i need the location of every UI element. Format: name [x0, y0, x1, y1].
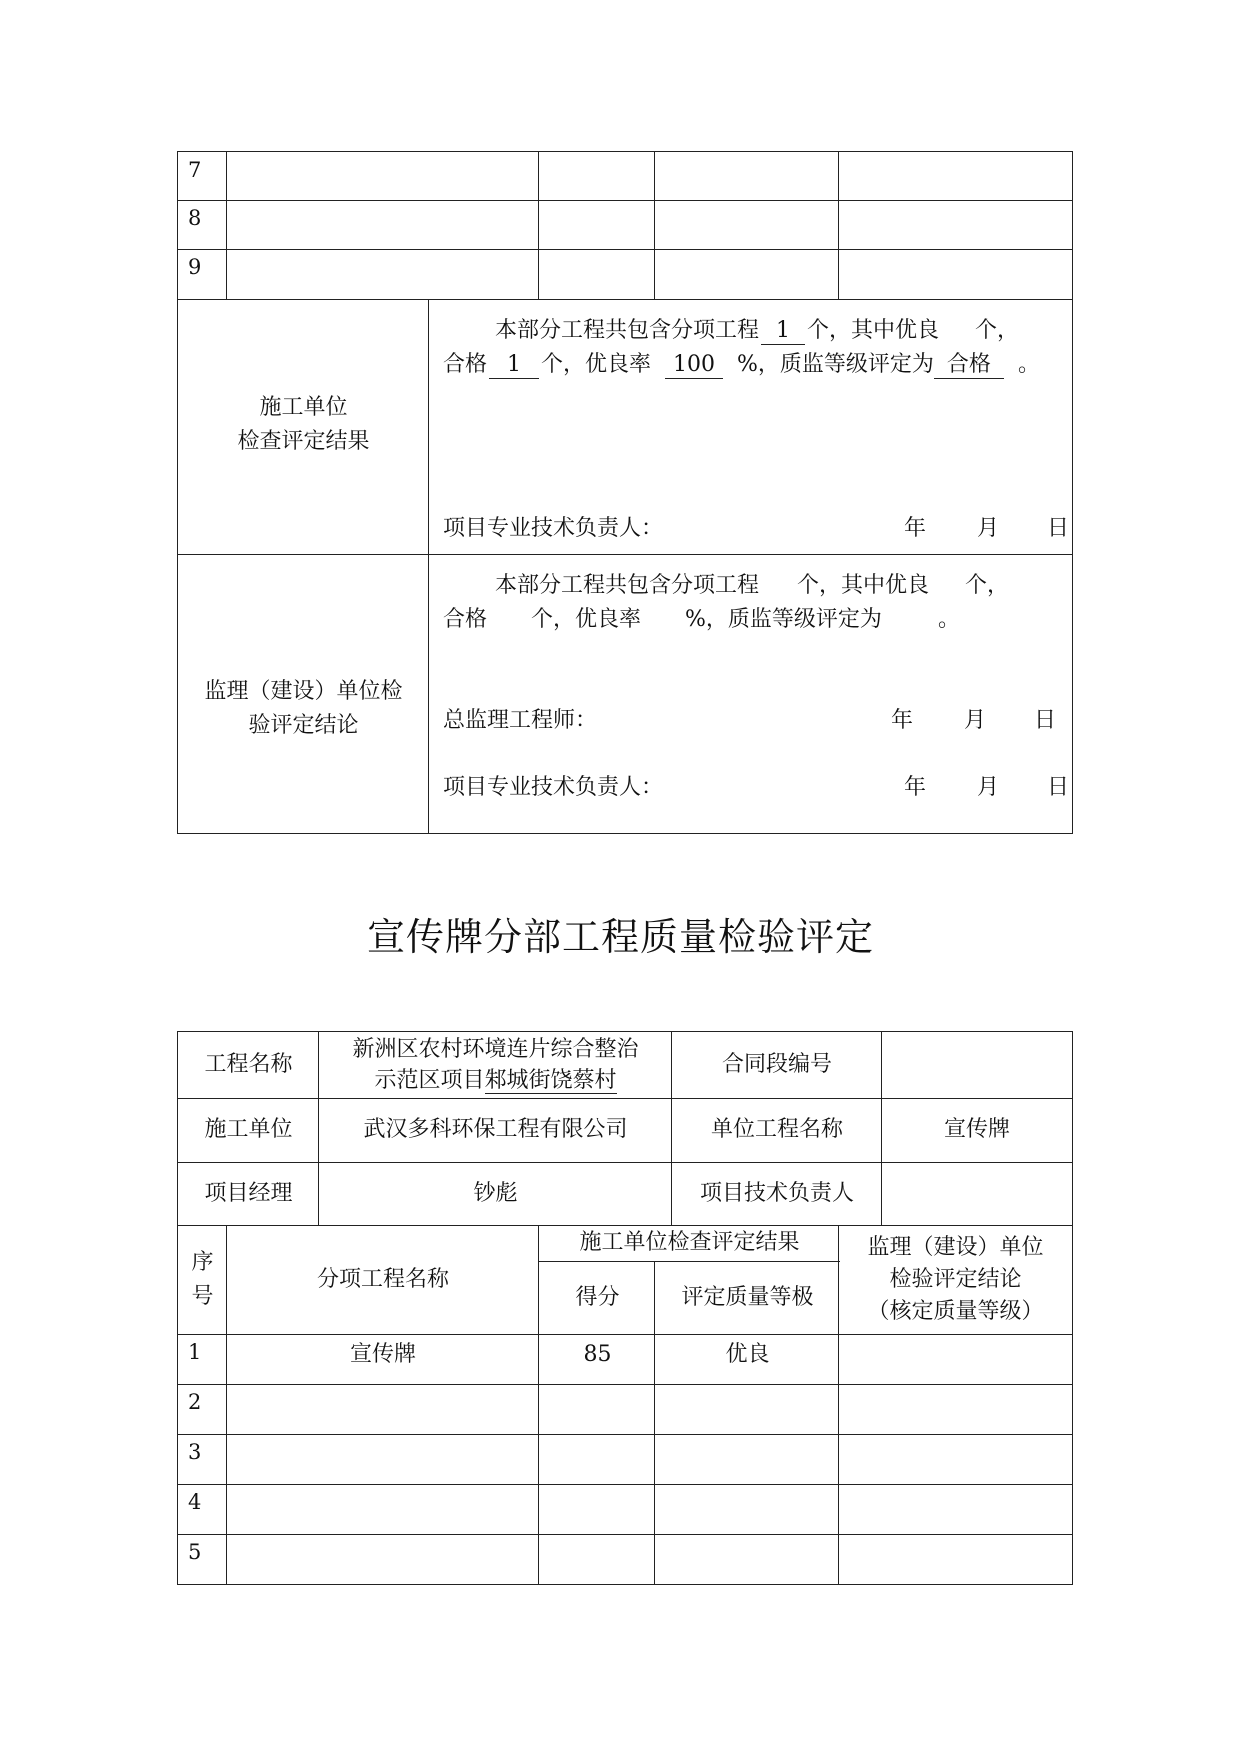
row-number: 5	[177, 1534, 227, 1585]
contractor-result-label: 施工单位 检查评定结果	[177, 299, 429, 555]
builder-label: 施工单位	[177, 1098, 319, 1163]
page-title: 宣传牌分部工程质量检验评定	[366, 915, 874, 959]
item-name-cell	[226, 1384, 539, 1435]
row-number: 7	[177, 151, 227, 201]
unit-project-label: 单位工程名称	[671, 1098, 882, 1163]
table-row	[177, 1484, 1073, 1535]
score-cell	[538, 1434, 656, 1485]
project-name-row	[177, 1031, 1073, 1099]
sign-month: 月	[977, 516, 1000, 541]
grade-cell	[654, 1434, 840, 1485]
grade-cell	[654, 1484, 840, 1535]
conclusion-cell	[838, 1484, 1073, 1535]
row-number: 8	[177, 200, 227, 250]
sign-month: 月	[964, 708, 987, 733]
tech-lead-signature: 项目专业技术负责人：	[443, 775, 664, 800]
sign-year: 年	[904, 775, 927, 800]
table-row	[177, 1434, 1073, 1485]
table-row	[177, 1534, 1073, 1585]
item-name-header: 分项工程名称	[226, 1225, 539, 1335]
grade-cell	[654, 1534, 840, 1585]
sign-year: 年	[904, 516, 927, 541]
supervisor-conclusion-section	[177, 554, 1073, 834]
score-header: 得分	[538, 1261, 656, 1335]
row-number: 2	[177, 1384, 227, 1435]
conclusion-cell	[838, 151, 1073, 201]
unit-project-value: 宣传牌	[881, 1098, 1073, 1163]
supervisor-conclusion-content	[428, 554, 1073, 834]
score-cell	[538, 1534, 656, 1585]
table-row	[177, 249, 1073, 300]
summary-line-2: 合格 个，优良率 %，质监等级评定为 。	[443, 607, 960, 632]
score-cell	[538, 151, 656, 201]
grade-cell	[654, 200, 840, 250]
table-row	[177, 1384, 1073, 1435]
grade-cell: 优良	[654, 1334, 840, 1385]
contractor-result-section	[177, 299, 1073, 555]
manager-value: 钞彪	[318, 1162, 672, 1226]
builder-value: 武汉多科环保工程有限公司	[318, 1098, 672, 1163]
item-name-cell	[226, 1534, 539, 1585]
subitem-count: 1	[761, 318, 805, 345]
project-name-value: 新洲区农村环境连片综合整治 示范区项目邾城街饶蔡村	[318, 1031, 672, 1099]
chief-supervisor-signature: 总监理工程师：	[443, 708, 598, 733]
conclusion-cell	[838, 200, 1073, 250]
contractor-result-header: 施工单位检查评定结果	[538, 1225, 840, 1262]
score-cell: 85	[538, 1334, 656, 1385]
supervisor-conclusion-label: 监理（建设）单位检 验评定结论	[177, 554, 429, 834]
sign-day: 日	[1034, 708, 1057, 733]
summary-line-1: 本部分工程共包含分项工程 个，其中优良 个，	[495, 573, 1010, 598]
table-row	[177, 200, 1073, 250]
sign-year: 年	[891, 708, 914, 733]
tech-lead-label: 项目技术负责人	[671, 1162, 882, 1226]
upper-table	[177, 151, 1073, 834]
village-name: 邾城街饶蔡村	[484, 1068, 617, 1093]
score-cell	[538, 200, 656, 250]
table-row	[177, 151, 1073, 201]
manager-row	[177, 1162, 1073, 1226]
supervisor-conclusion-header: 监理（建设）单位 检验评定结论 （核定质量等级）	[838, 1225, 1073, 1335]
contract-number-label: 合同段编号	[671, 1031, 882, 1099]
summary-line-2: 合格 1 个，优良率 100 %，质监等级评定为 合格 。	[443, 352, 1040, 377]
grade-cell	[654, 249, 840, 300]
tech-lead-value	[881, 1162, 1073, 1226]
item-name-cell: 宣传牌	[226, 1334, 539, 1385]
quality-grade-header: 评定质量等极	[654, 1261, 840, 1335]
conclusion-cell	[838, 1384, 1073, 1435]
item-name-cell	[226, 151, 539, 201]
score-cell	[538, 1484, 656, 1535]
quality-grade: 合格	[934, 352, 1004, 379]
row-number: 4	[177, 1484, 227, 1535]
conclusion-cell	[838, 1334, 1073, 1385]
contractor-result-content	[428, 299, 1073, 555]
row-number: 1	[177, 1334, 227, 1385]
item-name-cell	[226, 1434, 539, 1485]
score-cell	[538, 249, 656, 300]
table-row	[177, 1334, 1073, 1385]
summary-line-1: 本部分工程共包含分项工程 1 个，其中优良 个，	[495, 318, 1020, 343]
row-number: 9	[177, 249, 227, 300]
builder-row	[177, 1098, 1073, 1163]
item-name-cell	[226, 1484, 539, 1535]
seq-header: 序 号	[177, 1225, 227, 1335]
contract-number-value	[881, 1031, 1073, 1099]
conclusion-cell	[838, 249, 1073, 300]
item-name-cell	[226, 249, 539, 300]
conclusion-cell	[838, 1434, 1073, 1485]
lower-table	[177, 1031, 1073, 1586]
item-name-cell	[226, 200, 539, 250]
grade-cell	[654, 1384, 840, 1435]
table-header	[177, 1225, 1073, 1335]
row-number: 3	[177, 1434, 227, 1485]
conclusion-cell	[838, 1534, 1073, 1585]
sign-day: 日	[1047, 516, 1070, 541]
grade-cell	[654, 151, 840, 201]
excellent-rate: 100	[665, 352, 723, 379]
pass-count: 1	[489, 352, 539, 379]
project-name-label: 工程名称	[177, 1031, 319, 1099]
score-cell	[538, 1384, 656, 1435]
tech-lead-signature: 项目专业技术负责人：	[443, 516, 664, 541]
sign-month: 月	[977, 775, 1000, 800]
manager-label: 项目经理	[177, 1162, 319, 1226]
sign-day: 日	[1047, 775, 1070, 800]
